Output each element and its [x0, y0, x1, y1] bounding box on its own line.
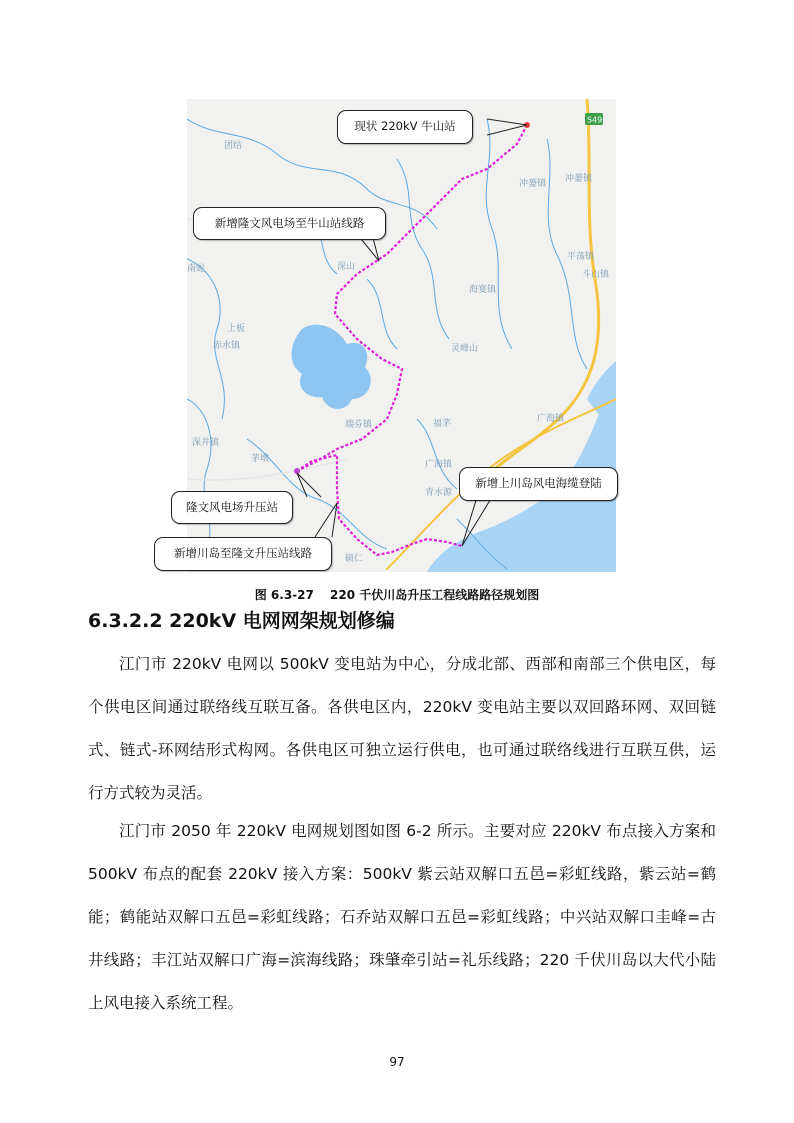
callout-longwen-station: 隆文风电场升压站	[171, 491, 293, 524]
label-qingshui: 青水源	[425, 488, 453, 498]
label-chongyu2: 冲蒌镇	[565, 174, 593, 184]
label-chongyu: 冲蒌镇	[519, 179, 547, 189]
label-guanghai2: 广海镇	[425, 460, 453, 470]
label-shuoren: 硕仁	[345, 554, 364, 564]
figure-caption: 图 6.3-27 220 千伏川岛升压工程线路路径规划图	[254, 588, 540, 602]
label-duanfen: 端芬镇	[345, 420, 373, 430]
label-maodun: 茅墩	[251, 454, 270, 464]
paragraph-1-line-4: 行方式较为灵活。	[88, 784, 213, 802]
label-fujia: 福茅	[433, 419, 452, 429]
paragraph-1-line-1: 江门市 220kV 电网以 500kV 变电站为中心，分成北部、西部和南部三个供电区，每	[119, 655, 716, 673]
callout-shore-landing: 新增上川岛风电海缆登陆	[459, 467, 618, 501]
label-pingfen: 平荡镇	[567, 252, 595, 262]
paragraph-2-line-2: 500kV 布点的配套 220kV 接入方案：500kV 紫云站双解口五邑=彩虹线路，紫云站=鹤	[88, 865, 716, 883]
callout-longwen-line: 新增隆文风电场至牛山站线路	[193, 207, 386, 240]
paragraph-2-line-5: 上风电接入系统工程。	[88, 994, 244, 1012]
label-guanghai: 广海镇	[537, 414, 565, 424]
callout-chuandao-line: 新增川岛至隆文升压站线路	[154, 537, 332, 571]
highway-badge-label: S49	[587, 115, 603, 125]
paragraph-1-line-2: 个供电区间通过联络线互联互备。各供电区内，220kV 变电站主要以双回路环网、双回链	[88, 698, 716, 716]
label-nanhe: 南蛇	[187, 264, 206, 274]
label-haiyan: 海宴镇	[469, 285, 497, 295]
page-number: 97	[389, 1055, 405, 1069]
label-lushan: 深山	[337, 262, 356, 272]
paragraph-2-line-3: 能；鹤能站双解口五邑=彩虹线路；石乔站双解口五邑=彩虹线路；中兴站双解口圭峰=古	[88, 908, 716, 926]
label-lingfeng: 灵峰山	[451, 344, 479, 354]
label-tuanjie: 团结	[224, 141, 243, 151]
callout-niushan-station: 现状 220kV 牛山站	[337, 110, 473, 144]
paragraph-2-line-1: 江门市 2050 年 220kV 电网规划图如图 6-2 所示。主要对应 220kV 布点接入方案和	[119, 822, 716, 840]
section-heading: 6.3.2.2 220kV 电网网架规划修编	[88, 610, 395, 632]
label-shenjing: 深井镇	[192, 438, 220, 448]
label-shangban: 上板	[227, 324, 246, 334]
label-doushan: 斗山镇	[582, 270, 610, 280]
label-chishui: 赤水镇	[213, 341, 241, 351]
paragraph-2-line-4: 井线路；丰江站双解口广海=滨海线路；珠肇牵引站=礼乐线路；220 千伏川岛以大代小陆	[88, 951, 716, 969]
paragraph-1-line-3: 式、链式-环网结形式构网。各供电区可独立运行供电，也可通过联络线进行互联互供，运	[88, 741, 716, 759]
